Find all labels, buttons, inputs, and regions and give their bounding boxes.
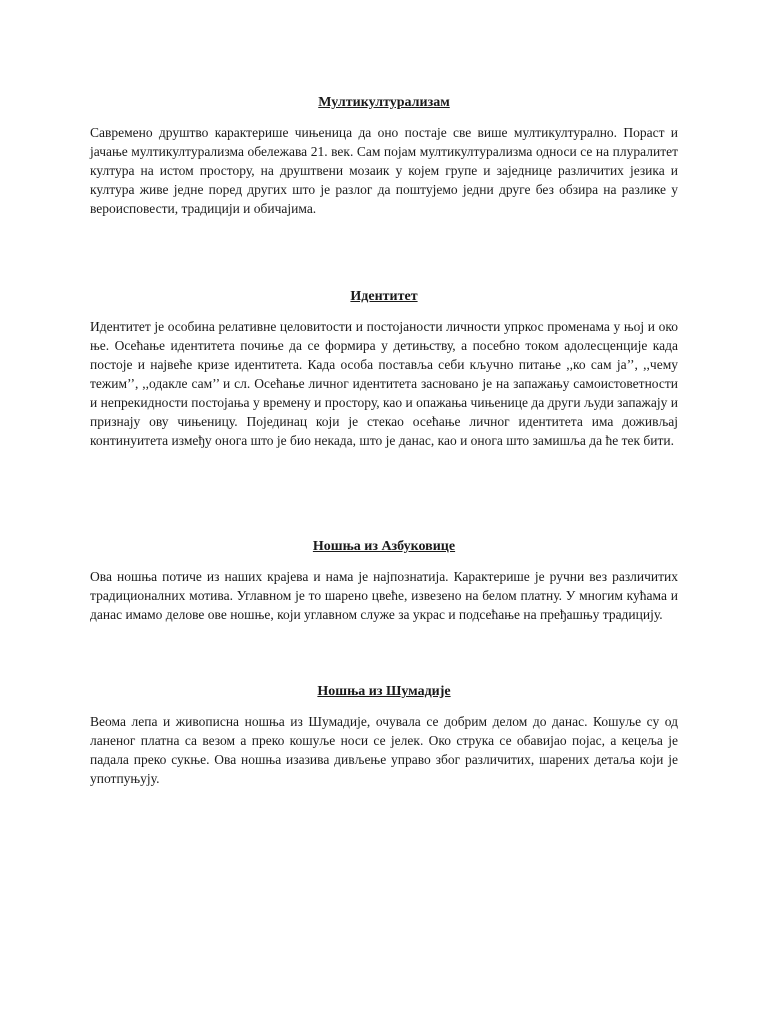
section-paragraph: Идентитет је особина релативне целовитости и постојаности личности упркос променама у њој и око ње. Осећање идентитета почиње да се формира у детињству, а посебно током адолесценције када постоје и највеће кризе идентитета. Када особа поставља себи кључно питање ,,ко сам ја’’, ,,чему тежим’’, ,,одакле сам’’ и сл. Осећање личног идентитета засновано је на запажању самоистоветности и непрекидности постојања у времену и простору, као и опажања чињенице да други људи запажају и признају ову чињеницу. Појединац који је стекао осећање личног идентитета има доживљај континуитета између онога што је био некада, што је данас, као и онога што замишља да ће тек бити. bbox=[90, 319, 678, 448]
section-heading: Ношња из Шумадије bbox=[317, 684, 451, 699]
section-identity bbox=[90, 288, 678, 450]
section-paragraph: Веома лепа и живописна ношња из Шумадије, очувала се добрим делом до данас. Кошуље су од ланеног платна са везом а преко кошуље носи се јелек. Око струка се обавијао појас, а кецеља је падала преко сукње. Ова ношња изазива дивљење управо због различитих, шарених детаља који је употпуњују. bbox=[90, 714, 678, 786]
section-paragraph: Ова ношња потиче из наших крајева и нама је најпознатија. Карактерише је ручни вез различитих традиционалних мотива. Углавном је то шарено цвеће, извезено на белом платну. У многим кућама и данас имамо делове ове ношње, који углавном служе за украс и подсећање на пређашњу традицију. bbox=[90, 569, 678, 622]
section-heading: Мултикултурализам bbox=[318, 95, 450, 110]
section-heading: Ношња из Азбуковице bbox=[312, 539, 456, 554]
section-paragraph: Савремено друштво карактерише чињеница да оно постаје све више мултикултурално. Пораст и јачање мултикултурализма обележава 21. век. Сам појам мултикултурализма односи се на плуралитет култура на истом простору, на друштвени мозаик у којем групе и заједнице различитих језика и култура живе једне поред других што је разлог да поштујемо једни друге без обзира на разлике у вероисповести, традицији и обичајима. bbox=[90, 125, 678, 216]
section-sumadija-costume bbox=[90, 683, 678, 788]
section-multiculturalism bbox=[90, 94, 678, 218]
section-heading: Идентитет bbox=[350, 289, 418, 304]
section-azbukovica-costume bbox=[90, 538, 678, 624]
